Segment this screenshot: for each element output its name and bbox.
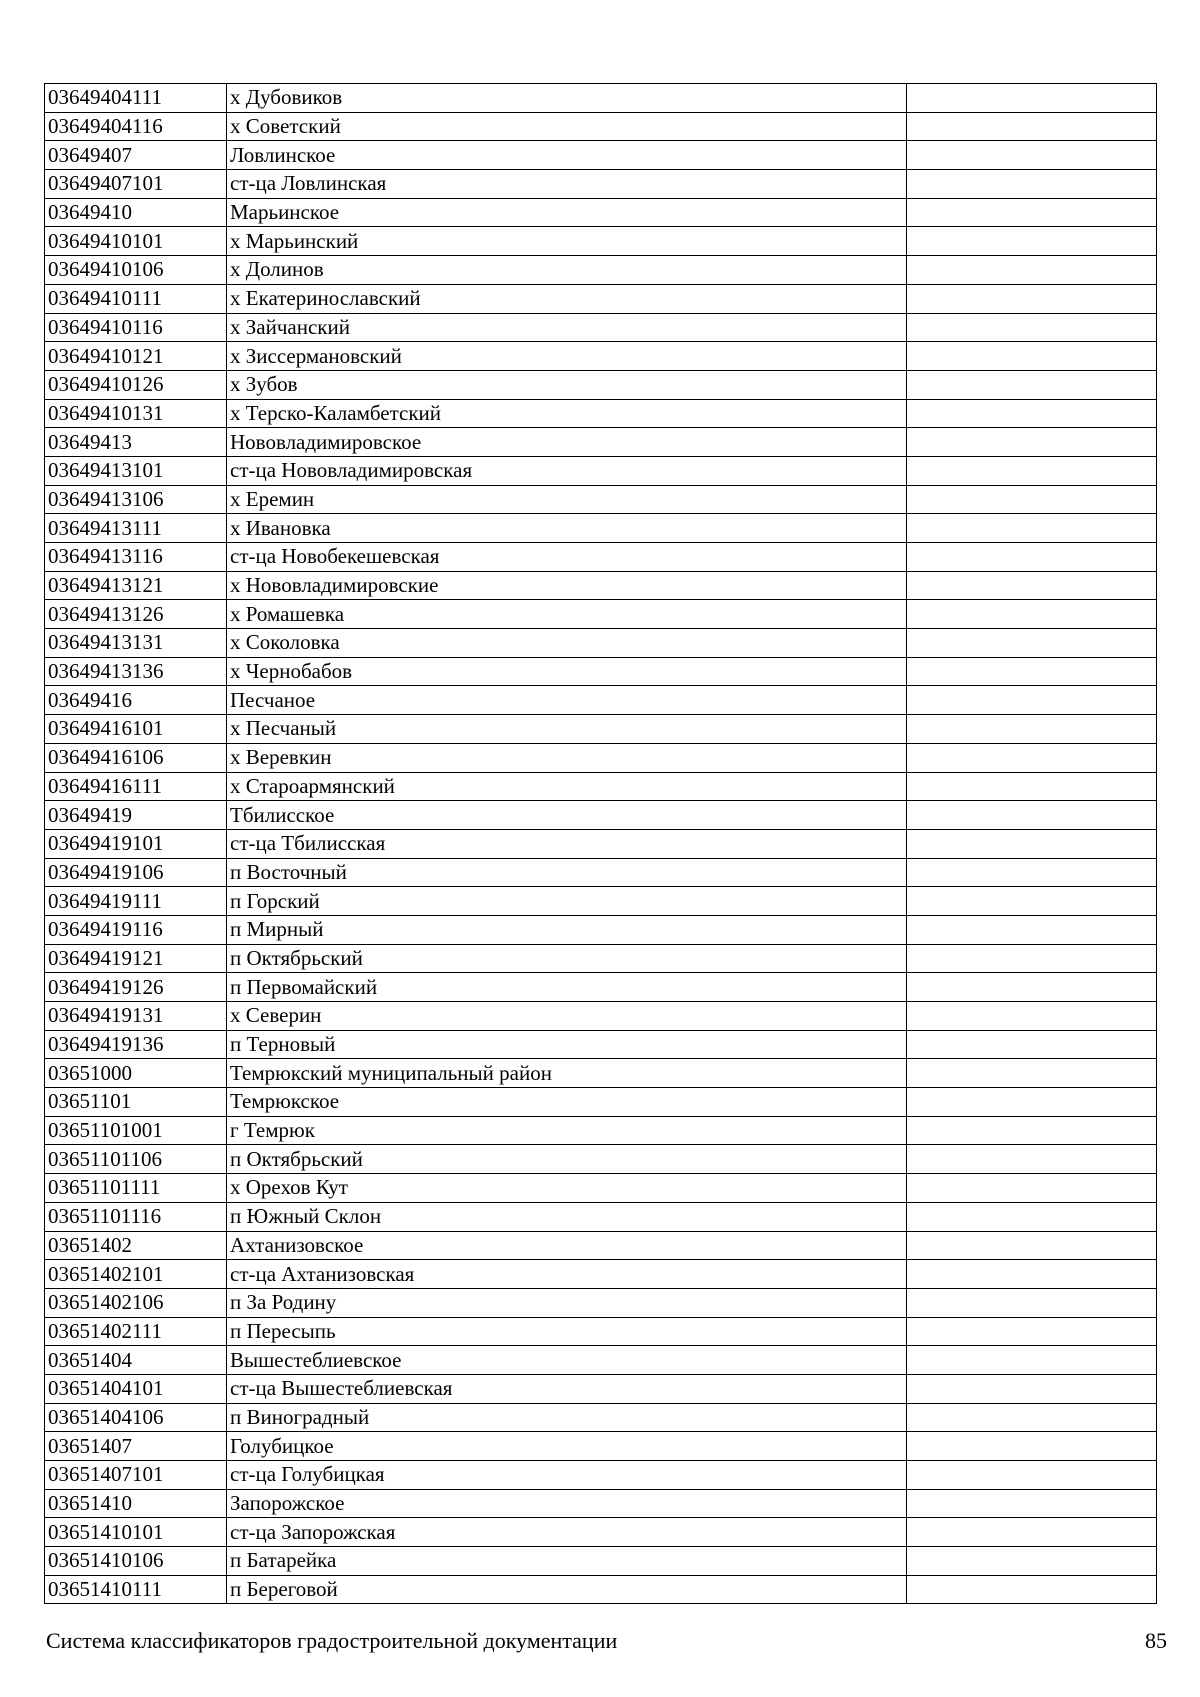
code-cell: 03649410101	[45, 227, 227, 256]
note-cell	[907, 170, 1157, 199]
code-cell: 03651402111	[45, 1317, 227, 1346]
code-cell: 03649419136	[45, 1030, 227, 1059]
note-cell	[907, 456, 1157, 485]
name-cell: Запорожское	[227, 1489, 907, 1518]
name-cell: х Зубов	[227, 370, 907, 399]
name-cell: х Дубовиков	[227, 84, 907, 113]
name-cell: ст-ца Ахтанизовская	[227, 1260, 907, 1289]
note-cell	[907, 514, 1157, 543]
code-cell: 03649413131	[45, 629, 227, 658]
note-cell	[907, 772, 1157, 801]
note-cell	[907, 1403, 1157, 1432]
name-cell: х Зайчанский	[227, 313, 907, 342]
table-row	[45, 1317, 1157, 1346]
name-cell: Темрюкское	[227, 1088, 907, 1117]
table-row	[45, 1145, 1157, 1174]
note-cell	[907, 686, 1157, 715]
table-row	[45, 227, 1157, 256]
code-cell: 03651407	[45, 1432, 227, 1461]
code-cell: 03649413101	[45, 456, 227, 485]
name-cell: х Еремин	[227, 485, 907, 514]
table-row	[45, 1575, 1157, 1604]
table-row	[45, 428, 1157, 457]
name-cell: х Нововладимировские	[227, 571, 907, 600]
note-cell	[907, 1231, 1157, 1260]
name-cell: Ахтанизовское	[227, 1231, 907, 1260]
note-cell	[907, 1002, 1157, 1031]
table-row	[45, 141, 1157, 170]
name-cell: п Восточный	[227, 858, 907, 887]
table-row	[45, 1489, 1157, 1518]
table-row	[45, 399, 1157, 428]
note-cell	[907, 1317, 1157, 1346]
note-cell	[907, 256, 1157, 285]
code-cell: 03649410126	[45, 370, 227, 399]
name-cell: х Северин	[227, 1002, 907, 1031]
note-cell	[907, 944, 1157, 973]
table-row	[45, 1288, 1157, 1317]
name-cell: ст-ца Тбилисская	[227, 829, 907, 858]
code-cell: 03649419121	[45, 944, 227, 973]
note-cell	[907, 543, 1157, 572]
code-cell: 03649413121	[45, 571, 227, 600]
note-cell	[907, 973, 1157, 1002]
table-row	[45, 284, 1157, 313]
table-row	[45, 1030, 1157, 1059]
name-cell: х Зиссермановский	[227, 342, 907, 371]
name-cell: п Виноградный	[227, 1403, 907, 1432]
note-cell	[907, 858, 1157, 887]
code-cell: 03649419106	[45, 858, 227, 887]
name-cell: Голубицкое	[227, 1432, 907, 1461]
note-cell	[907, 829, 1157, 858]
page-number: 85	[1145, 1628, 1167, 1653]
name-cell: п Мирный	[227, 915, 907, 944]
name-cell: х Екатеринославский	[227, 284, 907, 313]
code-cell: 03649410116	[45, 313, 227, 342]
name-cell: Нововладимировское	[227, 428, 907, 457]
code-cell: 03651402	[45, 1231, 227, 1260]
table-row	[45, 715, 1157, 744]
table-row	[45, 1547, 1157, 1576]
table-row	[45, 600, 1157, 629]
code-cell: 03651101116	[45, 1202, 227, 1231]
table-row	[45, 1346, 1157, 1375]
note-cell	[907, 629, 1157, 658]
table-row	[45, 801, 1157, 830]
table-body	[45, 84, 1157, 1604]
note-cell	[907, 1518, 1157, 1547]
note-cell	[907, 1489, 1157, 1518]
code-cell: 03649416111	[45, 772, 227, 801]
note-cell	[907, 1202, 1157, 1231]
code-cell: 03649407	[45, 141, 227, 170]
name-cell: х Долинов	[227, 256, 907, 285]
name-cell: х Чернобабов	[227, 657, 907, 686]
note-cell	[907, 1547, 1157, 1576]
note-cell	[907, 1116, 1157, 1145]
code-cell: 03649404116	[45, 112, 227, 141]
note-cell	[907, 227, 1157, 256]
table-row	[45, 657, 1157, 686]
table-row	[45, 1260, 1157, 1289]
name-cell: ст-ца Нововладимировская	[227, 456, 907, 485]
note-cell	[907, 801, 1157, 830]
classifier-table	[44, 83, 1157, 1604]
name-cell: п Терновый	[227, 1030, 907, 1059]
table-row	[45, 1231, 1157, 1260]
table-row	[45, 1461, 1157, 1490]
note-cell	[907, 141, 1157, 170]
code-cell: 03649419116	[45, 915, 227, 944]
name-cell: ст-ца Запорожская	[227, 1518, 907, 1547]
table-row	[45, 915, 1157, 944]
name-cell: п Первомайский	[227, 973, 907, 1002]
code-cell: 03649419131	[45, 1002, 227, 1031]
table-row	[45, 1002, 1157, 1031]
name-cell: п Пересыпь	[227, 1317, 907, 1346]
note-cell	[907, 600, 1157, 629]
table-row	[45, 198, 1157, 227]
table-row	[45, 858, 1157, 887]
table-row	[45, 256, 1157, 285]
table-row	[45, 370, 1157, 399]
code-cell: 03651101106	[45, 1145, 227, 1174]
name-cell: п Батарейка	[227, 1547, 907, 1576]
code-cell: 03649410	[45, 198, 227, 227]
name-cell: х Советский	[227, 112, 907, 141]
table-row	[45, 1202, 1157, 1231]
code-cell: 03651404	[45, 1346, 227, 1375]
name-cell: х Ромашевка	[227, 600, 907, 629]
code-cell: 03649419101	[45, 829, 227, 858]
code-cell: 03649413106	[45, 485, 227, 514]
note-cell	[907, 342, 1157, 371]
note-cell	[907, 485, 1157, 514]
code-cell: 03649410106	[45, 256, 227, 285]
footer-title: Система классификаторов градостроительной документации	[46, 1628, 618, 1653]
name-cell: п За Родину	[227, 1288, 907, 1317]
note-cell	[907, 915, 1157, 944]
name-cell: х Орехов Кут	[227, 1174, 907, 1203]
note-cell	[907, 370, 1157, 399]
note-cell	[907, 571, 1157, 600]
name-cell: ст-ца Голубицкая	[227, 1461, 907, 1490]
note-cell	[907, 313, 1157, 342]
name-cell: п Береговой	[227, 1575, 907, 1604]
code-cell: 03649419126	[45, 973, 227, 1002]
code-cell: 03651404106	[45, 1403, 227, 1432]
note-cell	[907, 1030, 1157, 1059]
code-cell: 03649416	[45, 686, 227, 715]
code-cell: 03649416106	[45, 743, 227, 772]
name-cell: Темрюкский муниципальный район	[227, 1059, 907, 1088]
note-cell	[907, 715, 1157, 744]
table-row	[45, 170, 1157, 199]
name-cell: п Южный Склон	[227, 1202, 907, 1231]
code-cell: 03651410106	[45, 1547, 227, 1576]
table-row	[45, 456, 1157, 485]
name-cell: г Темрюк	[227, 1116, 907, 1145]
note-cell	[907, 887, 1157, 916]
note-cell	[907, 1575, 1157, 1604]
code-cell: 03651101001	[45, 1116, 227, 1145]
name-cell: Песчаное	[227, 686, 907, 715]
table-row	[45, 543, 1157, 572]
table-row	[45, 629, 1157, 658]
note-cell	[907, 284, 1157, 313]
note-cell	[907, 1374, 1157, 1403]
name-cell: х Марьинский	[227, 227, 907, 256]
name-cell: х Соколовка	[227, 629, 907, 658]
table-row	[45, 485, 1157, 514]
name-cell: Ловлинское	[227, 141, 907, 170]
note-cell	[907, 1145, 1157, 1174]
table-row	[45, 1116, 1157, 1145]
code-cell: 03649410131	[45, 399, 227, 428]
table-row	[45, 1374, 1157, 1403]
name-cell: х Терско-Каламбетский	[227, 399, 907, 428]
code-cell: 03649413136	[45, 657, 227, 686]
code-cell: 03649419	[45, 801, 227, 830]
note-cell	[907, 198, 1157, 227]
name-cell: Тбилисское	[227, 801, 907, 830]
code-cell: 03649413111	[45, 514, 227, 543]
table-row	[45, 571, 1157, 600]
code-cell: 03651101111	[45, 1174, 227, 1203]
note-cell	[907, 1461, 1157, 1490]
name-cell: х Староармянский	[227, 772, 907, 801]
note-cell	[907, 84, 1157, 113]
table-row	[45, 686, 1157, 715]
name-cell: ст-ца Ловлинская	[227, 170, 907, 199]
code-cell: 03651410111	[45, 1575, 227, 1604]
note-cell	[907, 1346, 1157, 1375]
table-row	[45, 1518, 1157, 1547]
code-cell: 03651410	[45, 1489, 227, 1518]
note-cell	[907, 1088, 1157, 1117]
table-row	[45, 829, 1157, 858]
name-cell: Вышестеблиевское	[227, 1346, 907, 1375]
code-cell: 03649419111	[45, 887, 227, 916]
note-cell	[907, 112, 1157, 141]
note-cell	[907, 1288, 1157, 1317]
name-cell: ст-ца Вышестеблиевская	[227, 1374, 907, 1403]
note-cell	[907, 428, 1157, 457]
table-row	[45, 1088, 1157, 1117]
note-cell	[907, 1432, 1157, 1461]
code-cell: 03649416101	[45, 715, 227, 744]
note-cell	[907, 1260, 1157, 1289]
table-row	[45, 887, 1157, 916]
name-cell: х Ивановка	[227, 514, 907, 543]
code-cell: 03649404111	[45, 84, 227, 113]
name-cell: п Октябрьский	[227, 944, 907, 973]
note-cell	[907, 1059, 1157, 1088]
code-cell: 03649410121	[45, 342, 227, 371]
name-cell: п Горский	[227, 887, 907, 916]
code-cell: 03651402106	[45, 1288, 227, 1317]
name-cell: х Веревкин	[227, 743, 907, 772]
code-cell: 03651101	[45, 1088, 227, 1117]
table-row	[45, 1059, 1157, 1088]
note-cell	[907, 657, 1157, 686]
table-row	[45, 313, 1157, 342]
note-cell	[907, 1174, 1157, 1203]
table-row	[45, 1174, 1157, 1203]
code-cell: 03651000	[45, 1059, 227, 1088]
name-cell: п Октябрьский	[227, 1145, 907, 1174]
table-row	[45, 944, 1157, 973]
table-row	[45, 84, 1157, 113]
code-cell: 03649413	[45, 428, 227, 457]
table-row	[45, 772, 1157, 801]
note-cell	[907, 743, 1157, 772]
name-cell: х Песчаный	[227, 715, 907, 744]
code-cell: 03649413126	[45, 600, 227, 629]
code-cell: 03651410101	[45, 1518, 227, 1547]
table-row	[45, 514, 1157, 543]
table-row	[45, 112, 1157, 141]
code-cell: 03649410111	[45, 284, 227, 313]
name-cell: Марьинское	[227, 198, 907, 227]
code-cell: 03651404101	[45, 1374, 227, 1403]
code-cell: 03649407101	[45, 170, 227, 199]
table-row	[45, 1403, 1157, 1432]
table-row	[45, 973, 1157, 1002]
code-cell: 03651407101	[45, 1461, 227, 1490]
code-cell: 03649413116	[45, 543, 227, 572]
note-cell	[907, 399, 1157, 428]
table-row	[45, 743, 1157, 772]
name-cell: ст-ца Новобекешевская	[227, 543, 907, 572]
table-row	[45, 1432, 1157, 1461]
table-row	[45, 342, 1157, 371]
code-cell: 03651402101	[45, 1260, 227, 1289]
